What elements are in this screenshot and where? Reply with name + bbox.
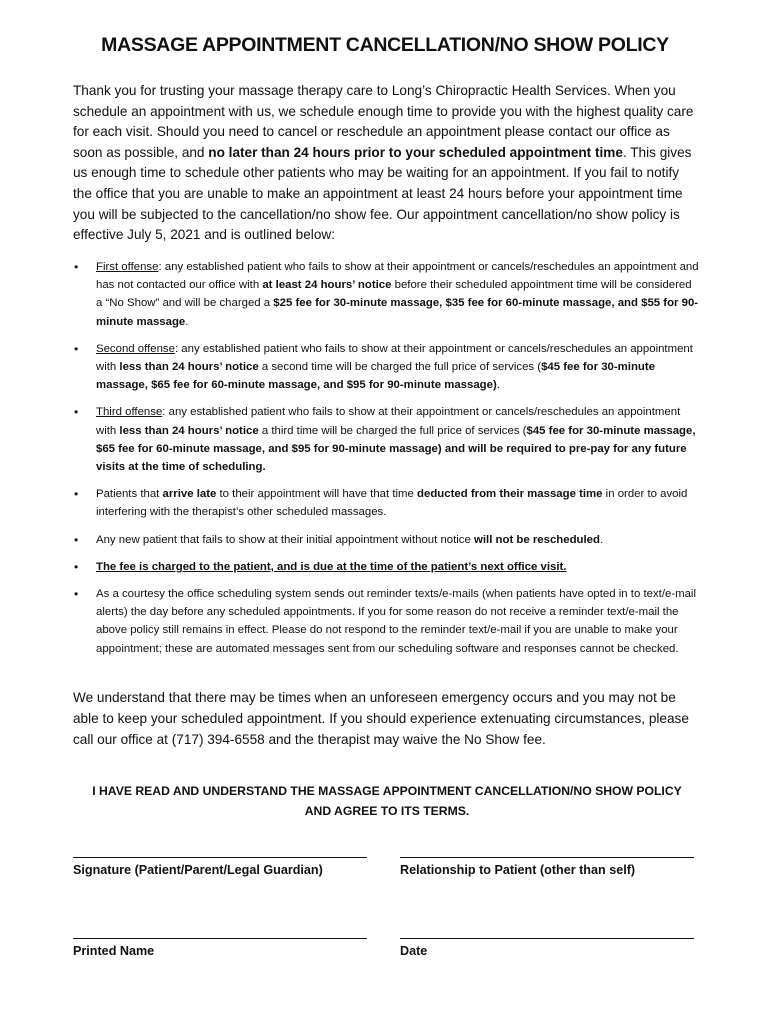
policy-text: As a courtesy the office scheduling system sends out reminder texts/e-mails (when patients have opted in to text/e-mail alerts) the day before any scheduled appointments. If you for some reason do not receive a reminder text/e-mail the above policy still remains in effect. Please do not respond to the reminder text/e-mail if you are unable to make your appointment; these are automated messages sent from our scheduling software and responses cannot be checked.	[96, 588, 696, 655]
policy-item-first-offense	[73, 258, 701, 331]
policy-item-late-arrival	[73, 485, 701, 521]
offense-label: Second offense	[96, 342, 175, 355]
intro-paragraph	[73, 81, 701, 246]
intro-text-continued: . This gives us enough time to schedule other patients who may be waiting for an appointment. If you fail to notify the office that you are unable to make an appointment at least 24 hours before your appointment time you will be subjected to the cancellation/no show fee. Our appointment cancellation/no show policy is effective July 5, 2021 and is outlined below:	[73, 144, 692, 243]
policy-item-reminders	[73, 585, 701, 658]
policy-text: in order to avoid interfering with the therapist’s other scheduled massages.	[96, 488, 688, 519]
policy-emphasis: will not be rescheduled	[474, 533, 600, 546]
bullet-marker: •	[74, 559, 79, 574]
fee-emphasis: $25 fee for 30-minute massage, $35 fee for 60-minute massage, and $55 for 90-minute massage	[96, 297, 699, 328]
policy-emphasis: at least 24 hours’ notice	[262, 279, 392, 292]
printed-name-label: Printed Name	[73, 944, 155, 958]
policy-list	[73, 258, 701, 667]
policy-text: : any established patient who fails to show at their appointment or cancels/reschedules an appointment and has not contacted our office with	[96, 261, 699, 292]
policy-item-fee-due	[73, 558, 701, 576]
policy-text: .	[185, 315, 189, 328]
page-title: MASSAGE APPOINTMENT CANCELLATION/NO SHOW POLICY	[101, 34, 669, 56]
policy-emphasis: less than 24 hours’ notice	[119, 424, 259, 437]
policy-text: to their appointment will have that time	[216, 488, 418, 501]
policy-text: a third time will be charged the full price of services (	[258, 424, 527, 437]
signature-label: Signature (Patient/Parent/Legal Guardian)	[73, 863, 323, 877]
policy-text: a second time will be charged the full price of services (	[258, 361, 542, 374]
fee-due-notice: The fee is charged to the patient, and is due at the time of the patient’s next office visit.	[96, 560, 567, 573]
relationship-label: Relationship to Patient (other than self)	[400, 863, 636, 877]
policy-emphasis: deducted from their massage time	[417, 488, 603, 501]
printed-name-line[interactable]	[73, 938, 367, 939]
signature-line[interactable]	[73, 857, 367, 858]
policy-item-third-offense	[73, 403, 701, 476]
bullet-marker: •	[74, 487, 79, 502]
fee-emphasis: $45 fee for 30-minute massage, $65 fee for 60-minute massage, and $95 for 90-minute massage) and will be required to pre-pay for any future visits at the time of scheduling.	[96, 424, 696, 474]
offense-label: First offense	[96, 261, 159, 273]
policy-text: Patients that	[96, 488, 163, 501]
bullet-marker: •	[74, 341, 79, 356]
acknowledgement-line-1: I HAVE READ AND UNDERSTAND THE MASSAGE APPOINTMENT CANCELLATION/NO SHOW POLICY	[92, 784, 682, 798]
relationship-line[interactable]	[400, 857, 694, 858]
bullet-marker: •	[74, 260, 79, 274]
policy-item-second-offense	[73, 340, 701, 395]
intro-text: Thank you for trusting your massage therapy care to Long’s Chiropractic Health Services. When you schedule an appointment with us, we schedule enough time to provide you with the highest quality care for each visit. Should you need to cancel or reschedule an appointment please contact our office as soon as possible, and	[73, 83, 694, 160]
policy-text: : any established patient who fails to show at their appointment or cancels/reschedules an appointment with	[96, 342, 693, 374]
bullet-marker: •	[74, 405, 79, 420]
bullet-marker: •	[74, 532, 79, 547]
acknowledgement-line-2: AND AGREE TO ITS TERMS.	[304, 804, 470, 818]
closing-paragraph: We understand that there may be times when an unforeseen emergency occurs and you may not be able to keep your scheduled appointment. If you should experience extenuating circumstances, please call our office at (717) 394-6558 and the therapist may waive the No Show fee.	[73, 690, 689, 747]
policy-text: before their scheduled appointment time will be considered a “No Show” and will be charged a	[96, 279, 692, 310]
offense-label: Third offense	[96, 406, 163, 419]
bullet-marker: •	[74, 587, 79, 602]
acknowledgement-statement	[73, 781, 701, 821]
intro-deadline-emphasis: no later than 24 hours prior to your scheduled appointment time	[208, 144, 623, 160]
fee-emphasis: $45 fee for 30-minute massage, $65 fee for 60-minute massage, and $95 for 90-minute massage)	[96, 361, 656, 392]
date-label: Date	[400, 944, 428, 958]
policy-text: Any new patient that fails to show at their initial appointment without notice	[96, 533, 475, 546]
date-line[interactable]	[400, 938, 694, 939]
policy-emphasis: less than 24 hours’ notice	[119, 361, 259, 374]
policy-text: .	[599, 533, 604, 546]
policy-text: : any established patient who fails to show at their appointment or cancels/reschedules an appointment with	[96, 406, 681, 437]
policy-text: .	[496, 379, 500, 392]
policy-item-new-patient	[73, 531, 701, 549]
policy-emphasis: arrive late	[162, 488, 217, 501]
